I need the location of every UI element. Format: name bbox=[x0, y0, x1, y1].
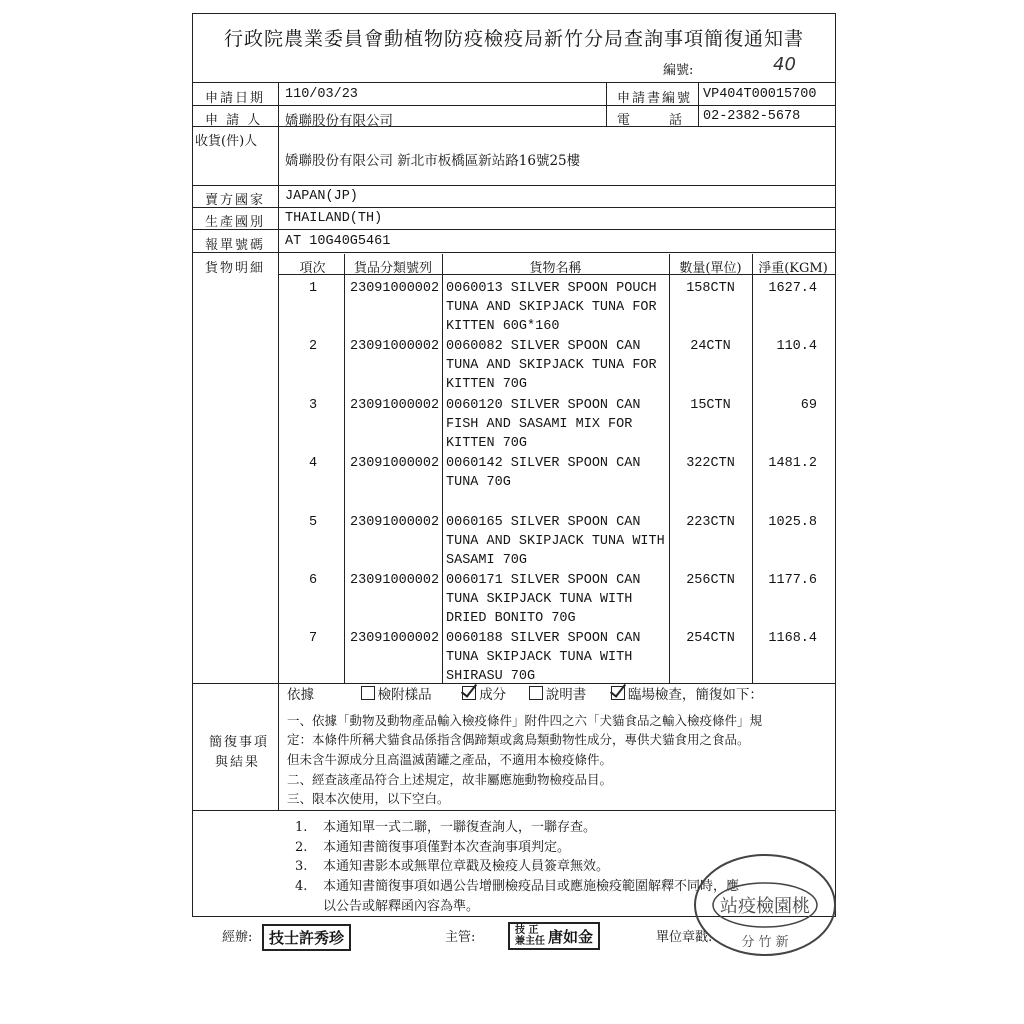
inspection-option: 臨場檢查，簡復如下： bbox=[627, 687, 763, 703]
rule bbox=[193, 82, 835, 83]
rule bbox=[193, 185, 835, 186]
row-weight: 1481.2 bbox=[768, 456, 817, 471]
reply-line: 定：本條件所稱犬貓食品係指含偶蹄類或禽鳥類動物性成分，專供犬貓食用之食品。 bbox=[287, 732, 750, 747]
note-item: 3. 本通知書影本或無單位章戳及檢疫人員簽章無效。 bbox=[295, 859, 610, 874]
row-weight: 1627.4 bbox=[768, 281, 817, 296]
manual-checkbox[interactable] bbox=[529, 686, 543, 700]
reply-line: 三、限本次使用，以下空白。 bbox=[287, 791, 450, 806]
col-header-name: 貨物名稱 bbox=[529, 261, 582, 276]
rule bbox=[193, 252, 835, 253]
rule bbox=[193, 105, 835, 106]
basis-label: 依據 bbox=[287, 687, 314, 703]
document-title: 行政院農業委員會動植物防疫檢疫局新竹分局查詢事項簡復通知書 bbox=[223, 28, 804, 50]
supervisor-label: 主管: bbox=[445, 930, 476, 945]
supervisor-stamp-title: 技 正 兼主任 bbox=[515, 925, 545, 947]
col-header-no: 項次 bbox=[299, 261, 326, 276]
serial-value: 40 bbox=[773, 54, 796, 75]
declaration-value: AT 10G40G5461 bbox=[285, 234, 391, 249]
row-code: 23091000002 bbox=[350, 281, 440, 296]
serial-label: 編號: bbox=[663, 63, 694, 78]
row-weight: 1168.4 bbox=[768, 631, 817, 646]
note-item: 4. 本通知書簡復事項如遇公告增刪檢疫品目或應施檢疫範圍解釋不同時，應 bbox=[295, 879, 740, 894]
handler-stamp: 技士許秀珍 bbox=[262, 924, 351, 951]
goods-section-label: 貨物明細 bbox=[205, 261, 266, 276]
sample-checkbox[interactable] bbox=[361, 686, 375, 700]
row-name: 0060171 SILVER SPOON CAN TUNA SKIPJACK TUNA WITH DRIED BONITO 70G bbox=[446, 573, 641, 626]
unit-seal-label: 單位章戳: bbox=[656, 930, 713, 945]
row-number: 5 bbox=[308, 515, 318, 530]
official-seal-icon bbox=[690, 850, 840, 960]
consignee-value: 嬌聯股份有限公司 新北市板橋區新站路16號25樓 bbox=[285, 153, 581, 169]
row-number: 4 bbox=[308, 456, 318, 471]
row-qty: 158CTN bbox=[686, 281, 735, 296]
manual-option: 說明書 bbox=[545, 687, 587, 703]
row-code: 23091000002 bbox=[350, 339, 440, 354]
row-code: 23091000002 bbox=[350, 631, 440, 646]
row-name: 0060142 SILVER SPOON CAN TUNA 70G bbox=[446, 456, 641, 490]
ingredient-checkbox[interactable] bbox=[462, 686, 476, 700]
inspection-checkbox[interactable] bbox=[611, 686, 625, 700]
col-header-code: 貨品分類號列 bbox=[353, 261, 432, 276]
row-number: 6 bbox=[308, 573, 318, 588]
phone-value: 02-2382-5678 bbox=[703, 109, 801, 124]
phone-label: 電 話 bbox=[617, 113, 683, 128]
row-weight: 110.4 bbox=[776, 339, 817, 354]
row-number: 1 bbox=[308, 281, 318, 296]
row-qty: 223CTN bbox=[686, 515, 735, 530]
rule bbox=[193, 229, 835, 230]
reply-options bbox=[287, 686, 763, 706]
row-weight: 1025.8 bbox=[768, 515, 817, 530]
row-number: 2 bbox=[308, 339, 318, 354]
row-name: 0060013 SILVER SPOON POUCH TUNA AND SKIPJACK TUNA FOR KITTEN 60G*160 bbox=[446, 281, 657, 334]
seller-country-label: 賣方國家 bbox=[205, 193, 266, 208]
row-name: 0060165 SILVER SPOON CAN TUNA AND SKIPJACK TUNA WITH SASAMI 70G bbox=[446, 515, 665, 568]
sample-option: 檢附樣品 bbox=[377, 687, 432, 703]
app-no-value: VP404T00015700 bbox=[703, 87, 817, 102]
row-qty: 256CTN bbox=[686, 573, 735, 588]
supervisor-stamp-name: 唐如金 bbox=[548, 927, 594, 946]
row-code: 23091000002 bbox=[350, 573, 440, 588]
reply-line: 一、依據「動物及動物產品輸入檢疫條件」附件四之六「犬貓食品之輸入檢疫條件」規 bbox=[287, 713, 763, 728]
row-name: 0060082 SILVER SPOON CAN TUNA AND SKIPJACK TUNA FOR KITTEN 70G bbox=[446, 339, 657, 392]
origin-value: THAILAND(TH) bbox=[285, 211, 383, 226]
apply-date-value: 110/03/23 bbox=[285, 87, 358, 102]
row-name: 0060188 SILVER SPOON CAN TUNA SKIPJACK TUNA WITH SHIRASU 70G bbox=[446, 631, 641, 684]
consignee-label: 收貨(件)人 bbox=[195, 134, 258, 149]
col-header-weight: 淨重(KGM) bbox=[758, 261, 828, 276]
row-weight: 1177.6 bbox=[768, 573, 817, 588]
ingredient-option: 成分 bbox=[479, 687, 507, 703]
seal-text: 站疫檢園桃 bbox=[720, 896, 810, 917]
reply-section-label: 簡復事項 bbox=[209, 735, 270, 750]
row-name: 0060120 SILVER SPOON CAN FISH AND SASAMI MIX FOR KITTEN 70G bbox=[446, 398, 641, 451]
row-number: 7 bbox=[308, 631, 318, 646]
reply-line: 二、經查該產品符合上述規定，故非屬應施動物檢疫品目。 bbox=[287, 772, 613, 787]
row-qty: 15CTN bbox=[690, 398, 731, 413]
rule bbox=[698, 82, 699, 126]
apply-date-label: 申請日期 bbox=[205, 91, 266, 106]
app-no-label: 申請書編號 bbox=[617, 91, 693, 106]
declaration-label: 報單號碼 bbox=[205, 238, 266, 253]
applicant-value: 嬌聯股份有限公司 bbox=[285, 113, 393, 129]
rule bbox=[606, 82, 607, 126]
rule bbox=[193, 207, 835, 208]
note-item: 2. 本通知書簡復事項僅對本次查詢事項判定。 bbox=[295, 840, 571, 855]
rule bbox=[344, 254, 345, 683]
row-qty: 254CTN bbox=[686, 631, 735, 646]
supervisor-stamp bbox=[508, 922, 600, 950]
row-weight: 69 bbox=[800, 398, 817, 413]
applicant-label: 申 請 人 bbox=[205, 113, 263, 128]
seal-bottom-text: 分 竹 新 bbox=[741, 935, 789, 950]
col-header-qty: 數量(單位) bbox=[679, 261, 742, 276]
row-code: 23091000002 bbox=[350, 456, 440, 471]
seller-country-value: JAPAN(JP) bbox=[285, 189, 358, 204]
form-frame bbox=[192, 13, 836, 917]
reply-line: 但未含牛源成分且高溫滅菌罐之產品，不適用本檢疫條件。 bbox=[287, 752, 613, 767]
row-code: 23091000002 bbox=[350, 398, 440, 413]
handler-label: 經辦: bbox=[222, 930, 253, 945]
rule bbox=[442, 254, 443, 683]
row-qty: 24CTN bbox=[690, 339, 731, 354]
reply-section-label-2: 與結果 bbox=[215, 755, 261, 770]
row-qty: 322CTN bbox=[686, 456, 735, 471]
rule bbox=[193, 810, 835, 811]
row-number: 3 bbox=[308, 398, 318, 413]
note-item: 以公告或解釋函內容為準。 bbox=[323, 899, 480, 914]
note-item: 1. 本通知單一式二聯，一聯復查詢人，一聯存查。 bbox=[295, 820, 597, 835]
row-code: 23091000002 bbox=[350, 515, 440, 530]
origin-label: 生產國別 bbox=[205, 215, 266, 230]
rule bbox=[278, 82, 279, 810]
